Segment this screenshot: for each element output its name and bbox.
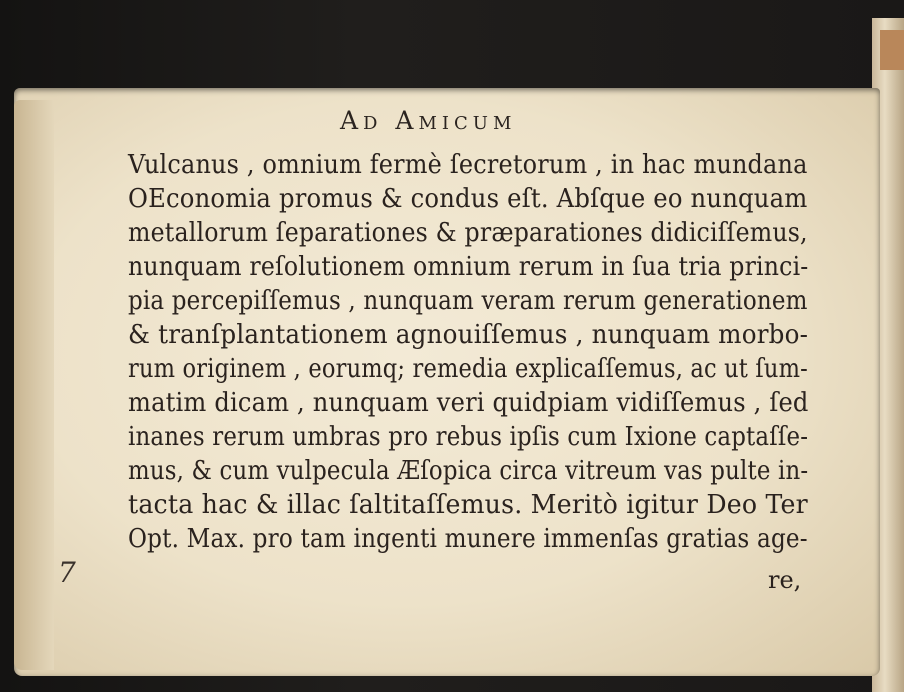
text-line: OEconomia promus & condus eſt. Abſque eo nunquam bbox=[128, 184, 808, 214]
text-line: & tranſplantationem agnouiſſemus , nunquam morbo- bbox=[128, 320, 809, 350]
page-heading: Ad Amicum bbox=[340, 106, 517, 135]
text-line: mus, & cum vulpecula Æſopica circa vitreum vas pulte in- bbox=[128, 456, 809, 486]
text-line: matim dicam , nunquam veri quidpiam vidiſſemus , ſed bbox=[128, 388, 809, 418]
text-line: tacta hac & illac ſaltitaſſemus. Meritò igitur Deo Ter bbox=[128, 490, 808, 520]
text-line: pia percepiſſemus , nunquam veram rerum generationem bbox=[128, 286, 808, 316]
book-edge-top bbox=[880, 30, 904, 70]
text-line: rum originem , eorumq; remedia explicaſſemus, ac ut ſum- bbox=[128, 354, 808, 384]
margin-number: 7 bbox=[58, 556, 76, 589]
text-line: nunquam reſolutionem omnium rerum in ſua tria princi- bbox=[128, 252, 809, 282]
page-gutter bbox=[14, 100, 54, 670]
text-line: inanes rerum umbras pro rebus ipſis cum Ixione captaſſe- bbox=[128, 422, 809, 452]
text-line: Vulcanus , omnium fermè ſecretorum , in hac mundana bbox=[128, 150, 808, 180]
text-line: metallorum ſeparationes & præparationes didiciſſemus, bbox=[128, 218, 808, 248]
text-line: Opt. Max. pro tam ingenti munere immenſas gratias age- bbox=[128, 524, 808, 554]
catchword: re, bbox=[768, 566, 802, 594]
